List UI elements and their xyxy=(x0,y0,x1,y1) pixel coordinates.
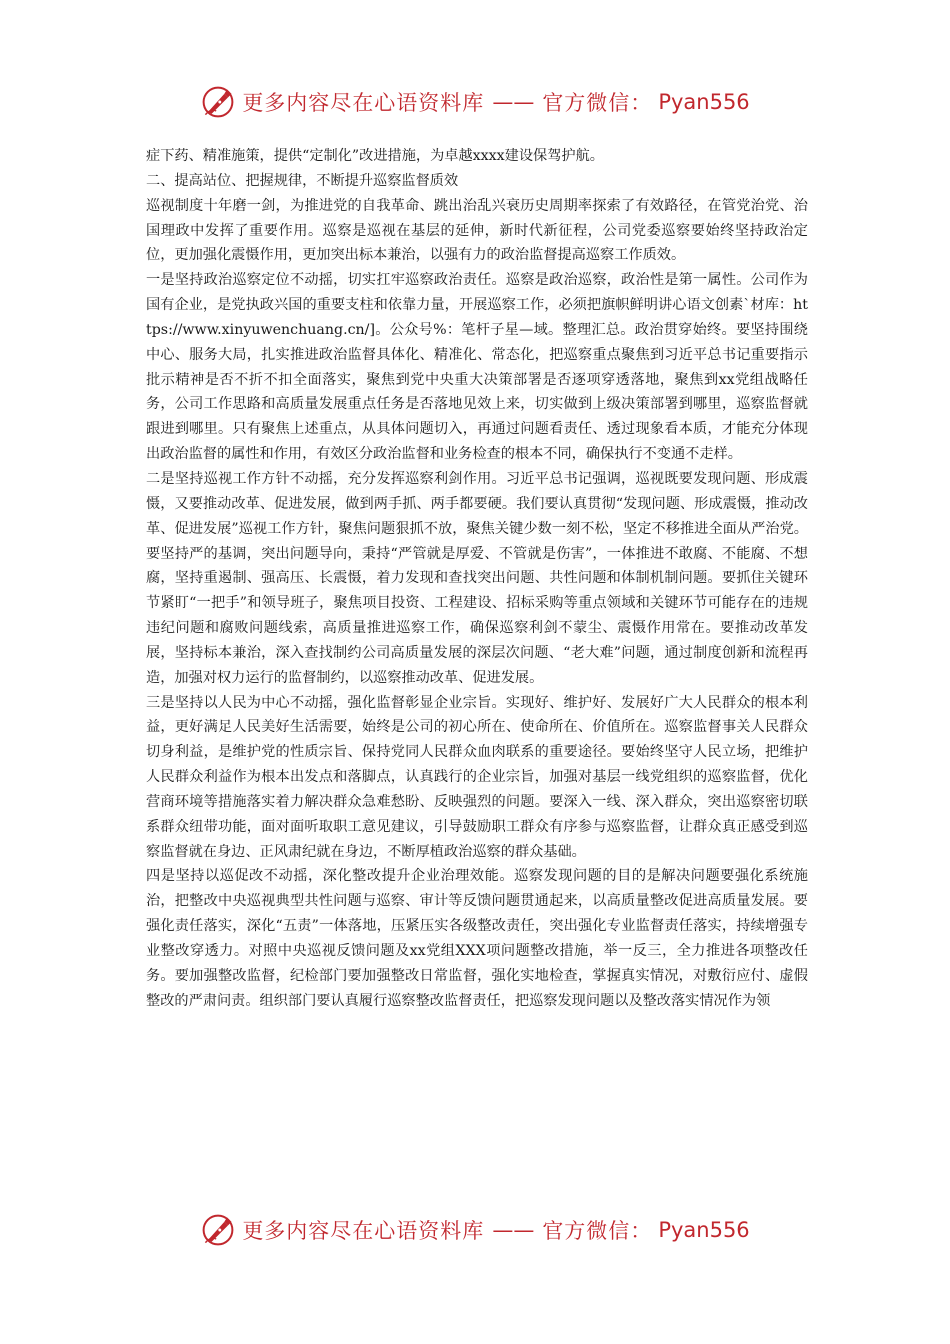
banner-label: 官方微信： xyxy=(542,1219,653,1243)
paragraph-point-three: 三是坚持以人民为中心不动摇，强化监督彰显企业宗旨。实现好、维护好、发展好广大人民群众的根本利益，更好满足人民美好生活需要，始终是公司的初心所在、使命所在、价值所在。巡察监督事关人民群众切身利益，是维护党的性质宗旨、保持党同人民群众血肉联系的重要途径。要始终坚守人民立场，把维护人民群众利益作为根本出发点和落脚点，认真践行的企业宗旨，加强对基层一线党组织的巡察监督，优化营商环境等措施落实着力解决群众急难愁盼、反映强烈的问题。要深入一线、深入群众，突出巡察密切联系群众纽带功能，面对面听取职工意见建议，引导鼓励职工群众有序参与巡察监督，让群众真正感受到巡察监督就在身边、正风肃纪就在身边，不断厚植政治巡察的群众基础。 xyxy=(146,694,808,860)
section-heading: 二、提高站位、把握规律，不断提升巡察监督质效 xyxy=(146,172,459,189)
paragraph-point-two: 二是坚持巡视工作方针不动摇，充分发挥巡察利剑作用。习近平总书记强调，巡视既要发现问题、形成震慑，又要推动改革、促进发展，做到两手抓、两手都要硬。我们要认真贯彻“发现问题、形成震慑，推动改革、促进发展”巡视工作方针，聚焦问题狠抓不放，聚焦关键少数一刻不松，坚定不移推进全面从严治党。要坚持严的基调，突出问题导向，秉持“严管就是厚爱、不管就是伤害”，一体推进不敢腐、不能腐、不想腐，坚持重遏制、强高压、长震慑，着力发现和查找突出问题、共性问题和体制机制问题。要抓住关键环节紧盯“一把手”和领导班子，聚焦项目投资、工程建设、招标采购等重点领域和关键环节可能存在的违规违纪问题和腐败问题线索，高质量推进巡察工作，确保巡察利剑不蒙尘、震慑作用常在。要推动改革发展，坚持标本兼治，深入查找制约公司高质量发展的深层次问题、“老大难”问题，通过制度创新和流程再造，加强对权力运行的监督制约，以巡察推动改革、促进发展。 xyxy=(146,470,808,686)
banner-label: 官方微信： xyxy=(542,91,653,115)
banner-wechat-id: Pyan556 xyxy=(658,1218,750,1242)
banner-group xyxy=(200,84,749,120)
document-body xyxy=(146,144,808,1014)
banner-wechat-id: Pyan556 xyxy=(658,90,750,114)
footer-banner xyxy=(0,1210,950,1250)
banner-group xyxy=(200,1212,749,1248)
banner-separator: —— xyxy=(492,1218,535,1242)
banner-separator: —— xyxy=(492,90,535,114)
paragraph-intro: 巡视制度十年磨一剑，为推进党的自我革命、跳出治乱兴衰历史周期率探索了有效路径，在管党治党、治国理政中发挥了重要作用。巡察是巡视在基层的延伸，新时代新征程，公司党委巡察要始终坚持政治定位，更加强化震慑作用，更加突出标本兼治，以强有力的政治监督提高巡察工作质效。 xyxy=(146,197,808,264)
pen-nib-logo-icon xyxy=(200,1212,236,1248)
header-banner xyxy=(0,82,950,122)
paragraph-point-one: 一是坚持政治巡察定位不动摇，切实扛牢巡察政治责任。巡察是政治巡察，政治性是第一属性。公司作为国有企业，是党执政兴国的重要支柱和依靠力量，开展巡察工作，必须把旗帜鲜明讲心语文创素`材库：https://www.xinyuwenchuang.cn/]。公众号%：笔杆子星—域。整理汇总。政治贯穿始终。要坚持围绕中心、服务大局，扎实推进政治监督具体化、精准化、常态化，把巡察重点聚焦到习近平总书记重要指示批示精神是否不折不扣全面落实，聚焦到党中央重大决策部署是否逐项穿透落地，聚焦到xx党组战略任务，公司工作思路和高质量发展重点任务是否落地见效上来，切实做到上级决策部署到哪里，巡察监督就跟进到哪里。只有聚焦上述重点，从具体问题切入，再通过问题看责任、透过现象看本质，才能充分体现出政治监督的属性和作用，有效区分政治监督和业务检查的根本不同，确保执行不变通不走样。 xyxy=(146,272,808,463)
banner-title: 更多内容尽在心语资料库 xyxy=(242,91,485,115)
paragraph-point-four: 四是坚持以巡促改不动摇，深化整改提升企业治理效能。巡察发现问题的目的是解决问题要强化系统施治，把整改中央巡视典型共性问题与巡察、审计等反馈问题贯通起来，以高质量整改促进高质量发展。要强化责任落实，深化“五责”一体落地，压紧压实各级整改责任，突出强化专业监督责任落实，持续增强专业整改穿透力。对照中央巡视反馈问题及xx党组XXX项问题整改措施，举一反三，全力推进各项整改任务。要加强整改监督，纪检部门要加强整改日常监督，强化实地检查，掌握真实情况，对敷衍应付、虚假整改的严肃问责。组织部门要认真履行巡察整改监督责任，把巡察发现问题以及整改落实情况作为领 xyxy=(146,868,808,1009)
banner-title: 更多内容尽在心语资料库 xyxy=(242,1219,485,1243)
pen-nib-logo-icon xyxy=(200,84,236,120)
paragraph-continuation: 症下药、精准施策，提供“定制化”改进措施，为卓越xxxx建设保驾护航。 xyxy=(146,148,604,164)
